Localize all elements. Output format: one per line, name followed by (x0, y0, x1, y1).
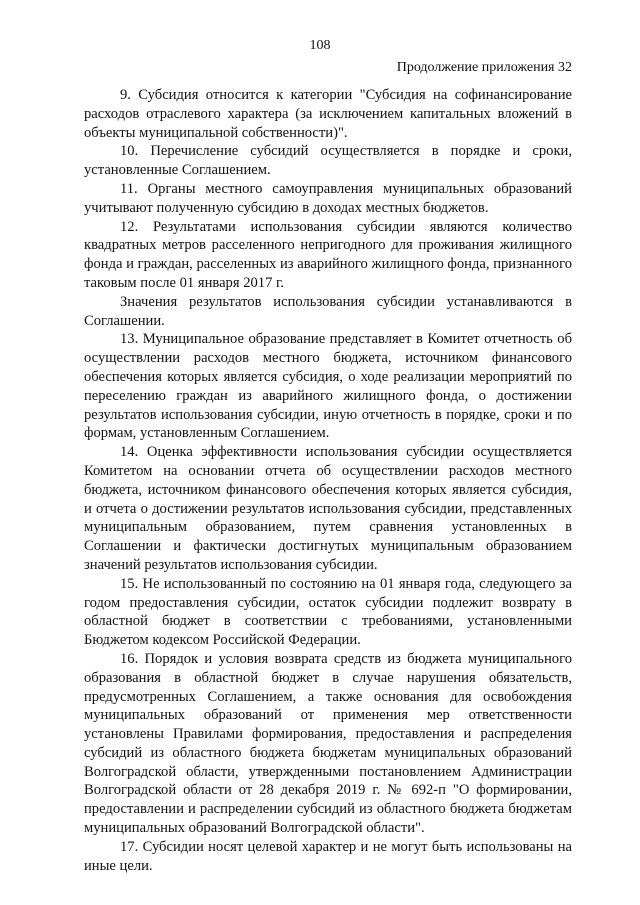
paragraph-12-result-values: Значения результатов использования субсидии устанавливаются в Соглашении. (84, 293, 572, 329)
paragraph-13-reporting: 13. Муниципальное образование представляет в Комитет отчетность об осуществлении расходов местного бюджета, источником финансового обеспечения которых является субсидия, о ходе реализации мероприятий по переселению граждан из аварийного жилищного фонда, о достижении результатов использования субсидии, иную отчетность в порядке, сроки и по формам, установленным Соглашением. (84, 331, 572, 442)
paragraph-16-refund-conditions: 16. Порядок и условия возврата средств из бюджета муниципального образования в областной бюджет в случае нарушения обязательств, предусмотренных Соглашением, а также основания для освобождения муниципальных образований от применения мер ответственности установлены Правилами формирования, предоставления и распределения субсидий из областного бюджета бюджетам муниципальных образований Волгоградской области, утвержденными постановлением Администрации Волгоградской области от 28 декабря 2019 г. № 692-п "О формировании, предоставлении и распределении субсидий из областного бюджета бюджетам муниципальных образований Волгоградской области". (84, 650, 572, 837)
paragraph-12-usage-results: 12. Результатами использования субсидии являются количество квадратных метров расселенного непригодного для проживания жилищного фонда и граждан, расселенных из аварийного жилищного фонда, признанного таковым после 01 января 2017 г. (84, 218, 572, 291)
paragraph-10-transfer-order: 10. Перечисление субсидий осуществляется в порядке и сроки, установленные Соглашением. (84, 143, 572, 179)
paragraph-11-local-budget-income: 11. Органы местного самоуправления муниципальных образований учитывают полученную субсидию в доходах местных бюджетов. (84, 180, 572, 216)
document-body (84, 86, 572, 875)
paragraph-15-unused-balance: 15. Не использованный по состоянию на 01 января года, следующего за годом предоставления субсидии, остаток субсидии подлежит возврату в областной бюджет в соответствии с требованиями, установленными Бюджетом кодексом Российской Федерации. (84, 575, 572, 649)
page-number: 108 (309, 38, 331, 53)
paragraph-9-subsidy-category: 9. Субсидия относится к категории "Субсидия на софинансирование расходов отраслевого характера (за исключением капитальных вложений в объекты муниципальной собственности)". (84, 87, 572, 141)
paragraph-17-targeted-use: 17. Субсидии носят целевой характер и не могут быть использованы на иные цели. (84, 838, 572, 874)
paragraph-14-efficiency-evaluation: 14. Оценка эффективности использования субсидии осуществляется Комитетом на основании отчета об осуществлении расходов местного бюджета, источником финансового обеспечения которых является субсидия, и отчета о достижении результатов использования субсидии, представленных муниципальным образованием, путем сравнения установленных в Соглашении и фактически достигнутых муниципальным образованием значений результатов использования субсидии. (84, 444, 572, 573)
continuation-note: Продолжение приложения 32 (396, 60, 572, 75)
